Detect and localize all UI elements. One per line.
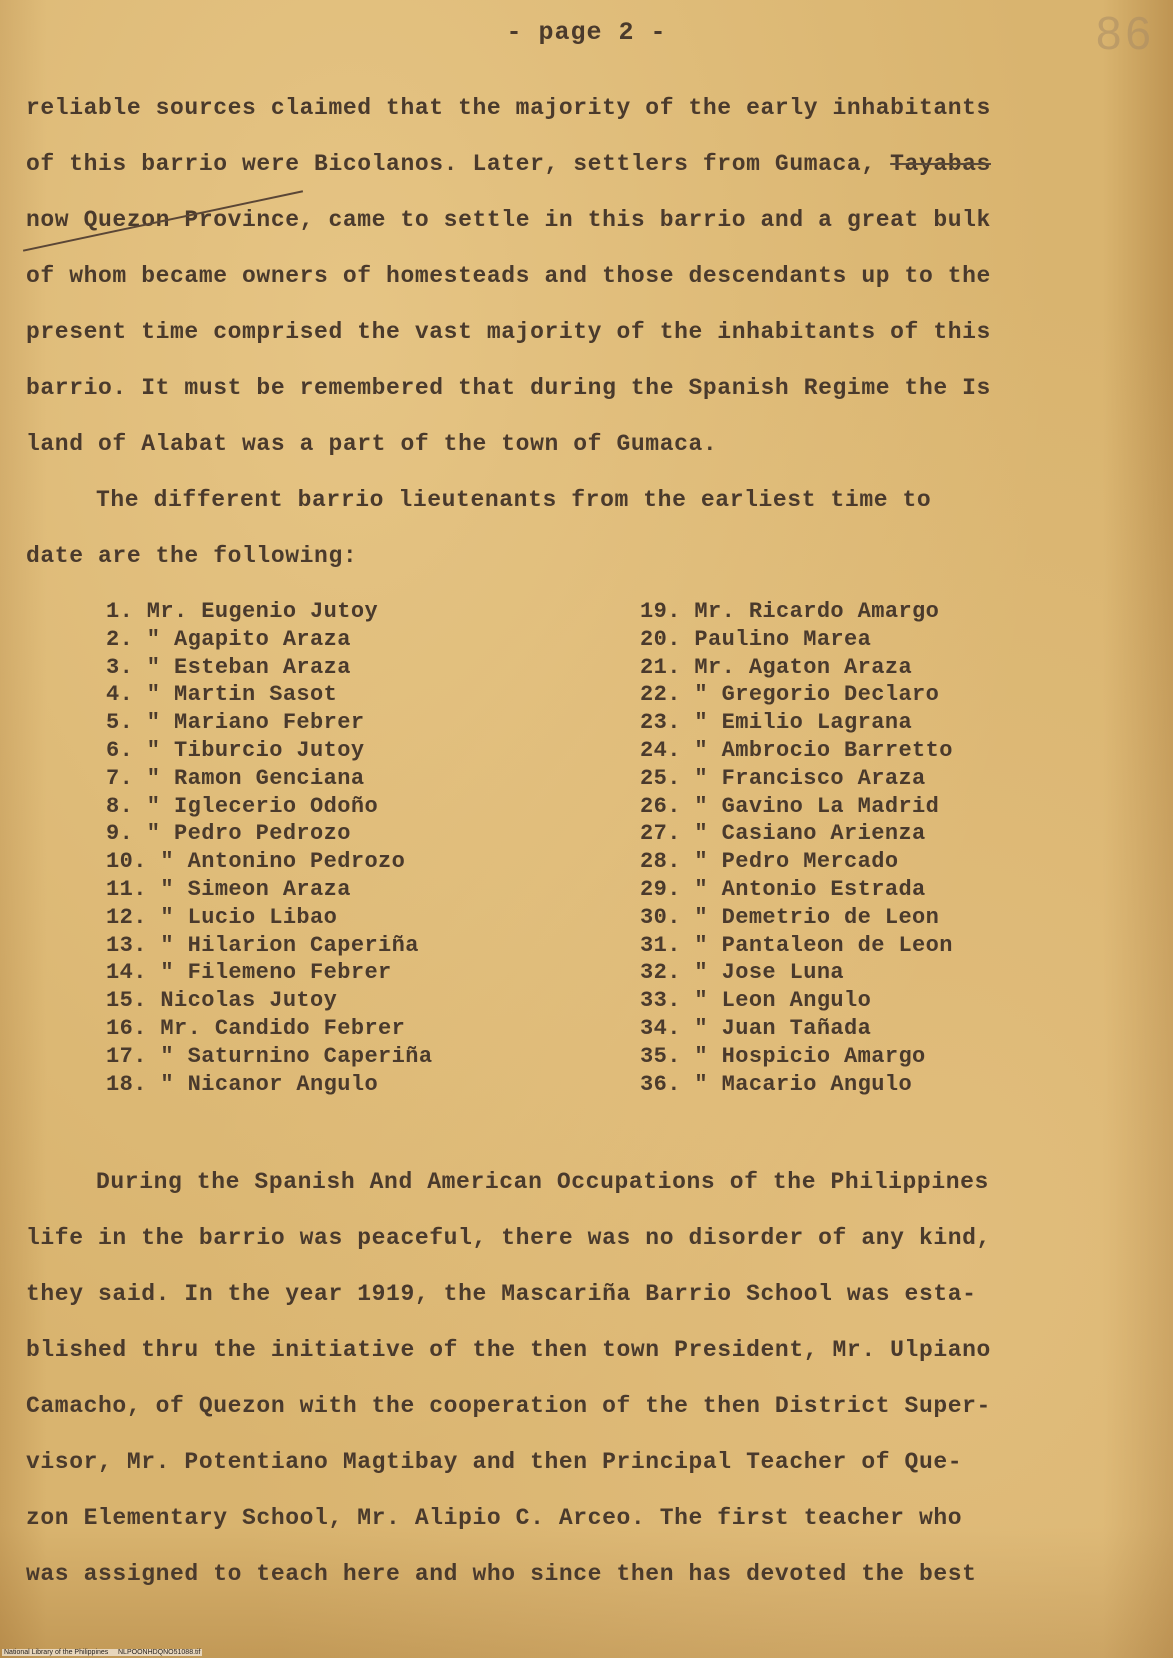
list-item: 31. " Pantaleon de Leon	[640, 932, 953, 958]
list-item: 5. " Mariano Febrer	[106, 710, 365, 736]
crossed-out-text: now Quezon Province	[26, 207, 300, 233]
list-item: 4. " Martin Sasot	[106, 682, 338, 708]
list-item: 22. " Gregorio Declaro	[640, 682, 940, 708]
paragraph-lieutenants-intro	[26, 472, 1116, 584]
text-line: of whom became owners of homesteads and those descendants up to the	[26, 263, 991, 289]
list-item: 27. " Casiano Arienza	[640, 821, 926, 847]
text-line: Camacho, of Quezon with the cooperation of the then District Super-	[26, 1393, 991, 1419]
list-item: 16. Mr. Candido Febrer	[106, 1015, 406, 1041]
list-item: 34. " Juan Tañada	[640, 1015, 872, 1041]
list-item: 17. " Saturnino Caperiña	[106, 1043, 433, 1069]
list-item: 6. " Tiburcio Jutoy	[106, 737, 365, 763]
text-line: date are the following:	[26, 543, 358, 569]
list-item: 8. " Iglecerio Odoño	[106, 793, 379, 819]
list-item: 25. " Francisco Araza	[640, 765, 926, 791]
list-item: 12. " Lucio Libao	[106, 904, 338, 930]
archive-footer-note: National Library of the Philippines NLPOONHDQNO51088.tif	[4, 1649, 201, 1656]
list-item: 11. " Simeon Araza	[106, 876, 351, 902]
list-item: 28. " Pedro Mercado	[640, 849, 899, 875]
paragraph-origins	[26, 80, 1116, 472]
text-line: reliable sources claimed that the majority of the early inhabitants	[26, 95, 991, 121]
list-item: 13. " Hilarion Caperiña	[106, 932, 419, 958]
list-item: 9. " Pedro Pedrozo	[106, 821, 351, 847]
list-item: 14. " Filemeno Febrer	[106, 960, 392, 986]
paragraph-school-history	[26, 1154, 1116, 1602]
lieutenants-list-right	[640, 598, 1140, 1098]
list-item: 33. " Leon Angulo	[640, 988, 872, 1014]
list-item: 15. Nicolas Jutoy	[106, 988, 338, 1014]
text-line: blished thru the initiative of the then town President, Mr. Ulpiano	[26, 1337, 991, 1363]
list-item: 1. Mr. Eugenio Jutoy	[106, 599, 379, 624]
list-item: 2. " Agapito Araza	[106, 626, 351, 652]
text-line: now Quezon Province, came to settle in this barrio and a great bulk	[26, 207, 991, 233]
list-item: 26. " Gavino La Madrid	[640, 793, 940, 819]
text-line: life in the barrio was peaceful, there was no disorder of any kind,	[26, 1225, 991, 1251]
page-header: - page 2 -	[506, 18, 667, 47]
text-line: present time comprised the vast majority of the inhabitants of this	[26, 319, 991, 345]
text-line: they said. In the year 1919, the Mascariña Barrio School was esta-	[26, 1281, 977, 1307]
text-line: visor, Mr. Potentiano Magtibay and then Principal Teacher of Que-	[26, 1449, 963, 1475]
list-item: 30. " Demetrio de Leon	[640, 904, 940, 930]
text-line: The different barrio lieutenants from the earliest time to	[96, 487, 932, 513]
list-item: 18. " Nicanor Angulo	[106, 1071, 379, 1097]
list-item: 20. Paulino Marea	[640, 626, 872, 652]
list-item: 19. Mr. Ricardo Amargo	[640, 599, 940, 624]
list-item: 21. Mr. Agaton Araza	[640, 654, 913, 680]
text-line: During the Spanish And American Occupations of the Philippines	[96, 1169, 989, 1195]
list-item: 29. " Antonio Estrada	[640, 876, 926, 902]
list-item: 10. " Antonino Pedrozo	[106, 849, 406, 875]
list-item: 7. " Ramon Genciana	[106, 765, 365, 791]
list-item: 23. " Emilio Lagrana	[640, 710, 913, 736]
text-line: was assigned to teach here and who since then has devoted the best	[26, 1561, 977, 1587]
list-item: 3. " Esteban Araza	[106, 654, 351, 680]
list-item: 35. " Hospicio Amargo	[640, 1043, 926, 1069]
struck-word: Tayabas	[890, 151, 991, 177]
text-line: land of Alabat was a part of the town of Gumaca.	[26, 431, 718, 457]
list-item: 32. " Jose Luna	[640, 960, 845, 986]
text-line: zon Elementary School, Mr. Alipio C. Arceo. The first teacher who	[26, 1505, 963, 1531]
text-line: barrio. It must be remembered that during the Spanish Regime the Is	[26, 375, 991, 401]
list-item: 36. " Macario Angulo	[640, 1071, 913, 1097]
lieutenants-list-left	[106, 598, 586, 1098]
page-number: 86	[1095, 7, 1155, 59]
list-item: 24. " Ambrocio Barretto	[640, 737, 953, 763]
text-line: of this barrio were Bicolanos. Later, settlers from Gumaca, Tayabas	[26, 151, 991, 177]
